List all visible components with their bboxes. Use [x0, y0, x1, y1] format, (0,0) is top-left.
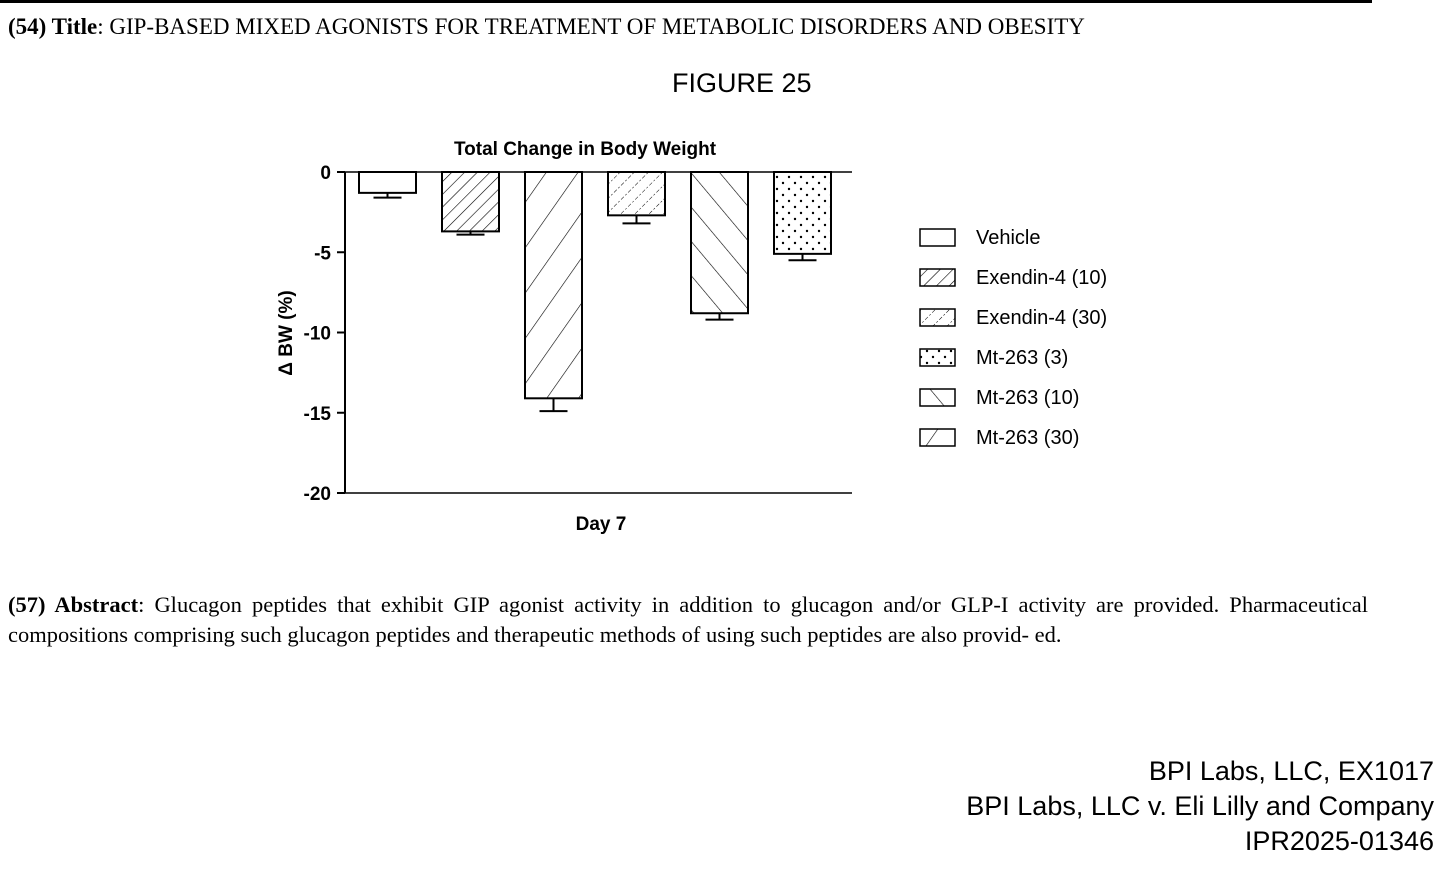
- chart-bars: [359, 172, 831, 411]
- figure-label: FIGURE 25: [672, 68, 812, 98]
- legend-label-1: Exendin-4 (10): [976, 267, 1108, 289]
- title-text: GIP-BASED MIXED AGONISTS FOR TREATMENT OF METABOLIC DISORDERS AND OBESITY: [109, 14, 1085, 39]
- exhibit-stamp: [966, 754, 1434, 859]
- bar-2: [525, 172, 582, 398]
- legend-swatch-1: [920, 269, 955, 286]
- legend-swatch-0: [920, 229, 955, 246]
- x-axis-label: Day 7: [575, 514, 627, 535]
- legend-swatch-5: [920, 429, 955, 446]
- legend-label-5: Mt-263 (30): [976, 427, 1080, 449]
- exhibit-line-2: BPI Labs, LLC v. Eli Lilly and Company: [966, 791, 1434, 821]
- bar-1: [442, 172, 499, 231]
- bar-4: [691, 172, 748, 313]
- legend-swatch-3: [920, 349, 955, 366]
- legend-label-3: Mt-263 (3): [976, 347, 1069, 369]
- title-label: (54) Title: [8, 14, 98, 39]
- abstract-label: (57) Abstract: [8, 592, 139, 617]
- abstract: (57) Abstract: Glucagon peptides that exhibit GIP agonist activity in addition to glucagon and/or GLP-I activity are provided. Pharmaceutical compositions comprising such glucagon peptides and therapeutic methods of using such peptides are also provid- ed.: [8, 592, 1368, 647]
- exhibit-line-1: BPI Labs, LLC, EX1017: [1148, 756, 1434, 786]
- chart-title: Total Change in Body Weight: [453, 139, 717, 160]
- abstract-text: Glucagon peptides that exhibit GIP agonist activity in addition to glucagon and/or GLP-I activity are provided. Pharmaceutical compositions comprising such glucagon peptides and therapeutic methods of using such peptides are also provid- ed.: [8, 592, 1368, 647]
- legend-label-2: Exendin-4 (30): [976, 307, 1108, 329]
- y-tick-label-1: -5: [314, 243, 331, 265]
- y-tick-label-2: -10: [303, 323, 331, 345]
- y-axis-label: Δ BW (%): [276, 290, 297, 376]
- bar-0: [359, 172, 416, 193]
- exhibit-line-3: IPR2025-01346: [1244, 826, 1434, 856]
- y-tick-label-4: -20: [303, 484, 331, 505]
- legend-swatch-2: [920, 309, 955, 326]
- legend-swatch-4: [920, 389, 955, 406]
- chart-legend: [920, 227, 1107, 449]
- legend-label-4: Mt-263 (10): [976, 387, 1080, 409]
- y-tick-label-3: -15: [303, 403, 331, 425]
- bar-5: [774, 172, 831, 254]
- patent-title: (54) Title: GIP-BASED MIXED AGONISTS FOR TREATMENT OF METABOLIC DISORDERS AND OBESITY: [8, 14, 1085, 39]
- legend-label-0: Vehicle: [976, 227, 1041, 249]
- bar-3: [608, 172, 665, 215]
- y-tick-label-0: 0: [320, 163, 331, 184]
